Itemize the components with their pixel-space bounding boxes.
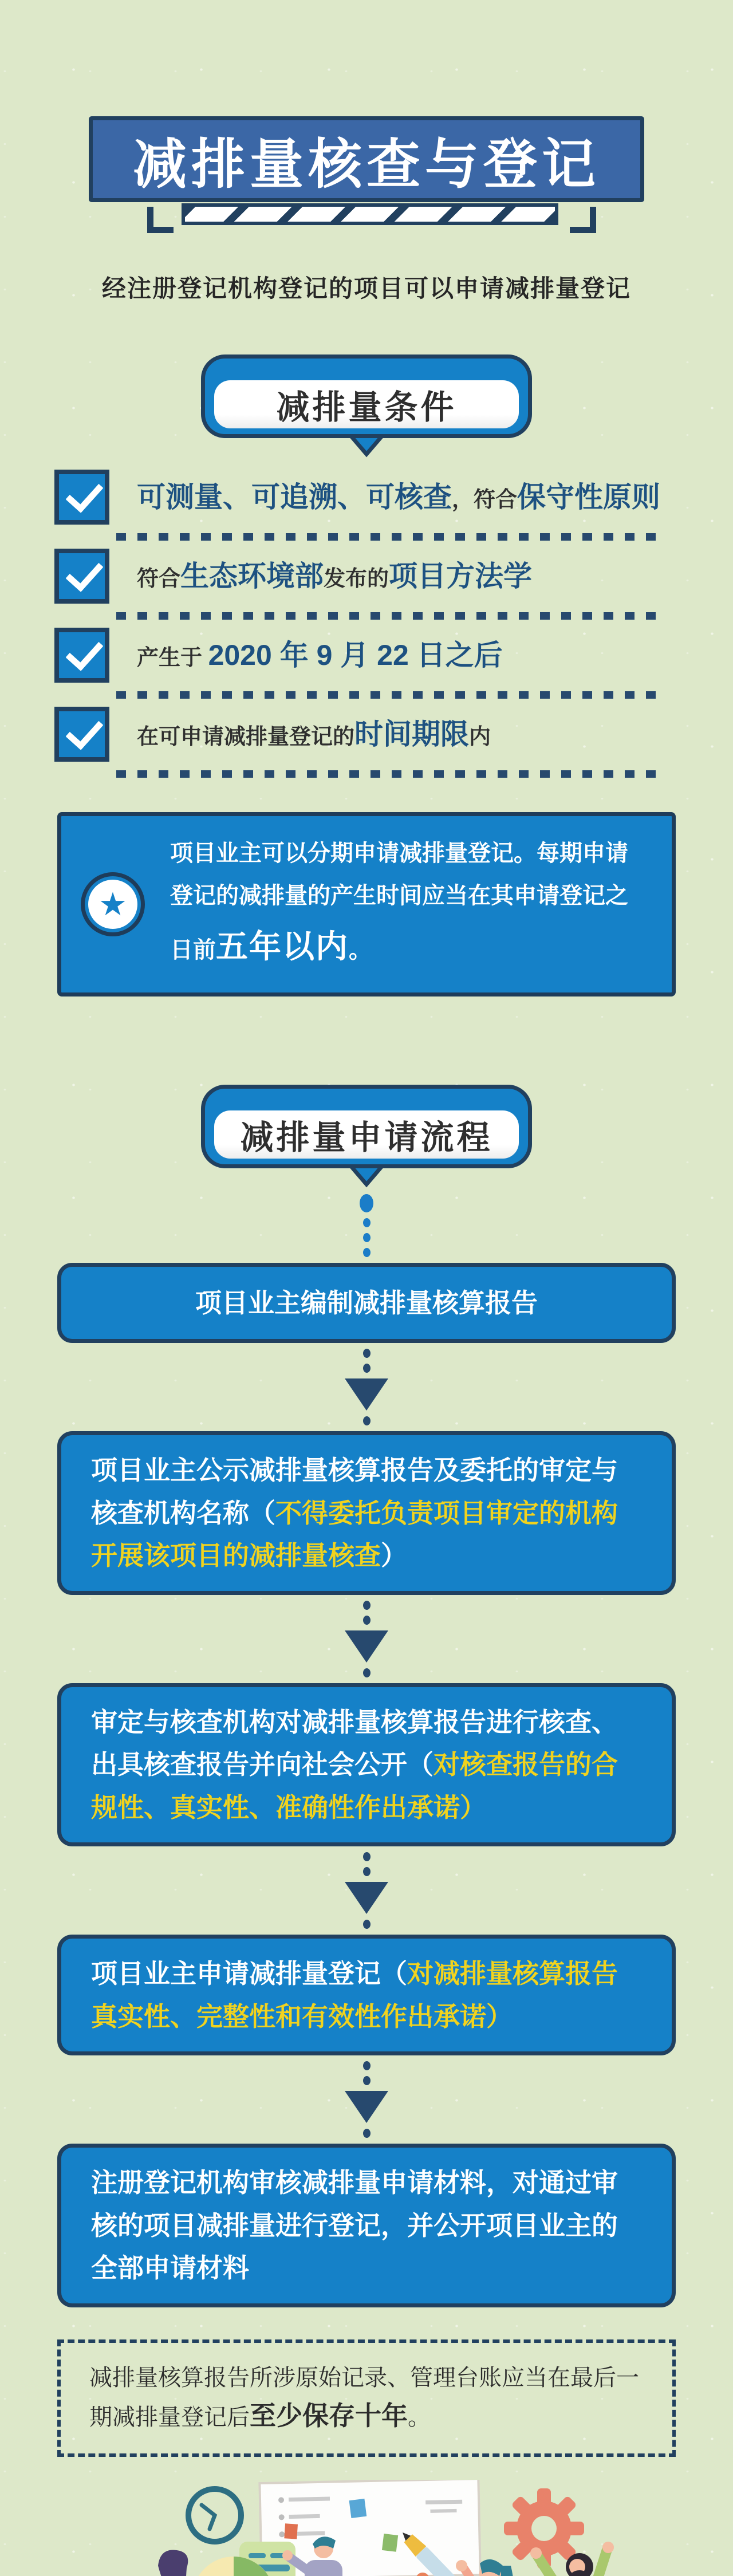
retention-note: 减排量核算报告所涉原始记录、管理台账应当在最后一期减排量登记后至少保存十年。 — [57, 2339, 676, 2457]
check-icon — [54, 470, 109, 525]
flow-connector — [0, 1188, 733, 1263]
dot — [363, 1248, 371, 1257]
flow-step-2: 项目业主公示减排量核算报告及委托的审定与核查机构名称（不得委托负责项目审定的机构开展该项目的减排量核查） — [57, 1431, 676, 1595]
arrow-down-icon — [345, 1882, 388, 1914]
dotted-divider — [116, 691, 664, 699]
badge-bubble — [201, 355, 532, 438]
checklist-item — [54, 470, 664, 541]
checklist-item-text: 可测量、可追溯、可核查，符合保守性原则 — [137, 480, 661, 513]
note-text: 项目业主可以分期申请减排量登记。每期申请登记的减排量的产生时间应当在其申请登记之日前五年以内。 — [170, 841, 628, 964]
badge-label: 减排量条件 — [214, 380, 519, 428]
arrow-down-icon — [345, 2091, 388, 2123]
page-subtitle: 经注册登记机构登记的项目可以申请减排量登记 — [101, 275, 631, 302]
page-title: 减排量核查与登记 — [132, 133, 600, 194]
star-icon: ★ — [81, 872, 145, 936]
flow-connector — [0, 1595, 733, 1683]
badge-bubble — [201, 1085, 532, 1168]
check-icon — [54, 707, 109, 762]
flow-connector — [0, 2055, 733, 2144]
flow-step-4: 项目业主申请减排量登记（对减排量核算报告真实性、完整性和有效性作出承诺） — [57, 1935, 676, 2055]
dotted-divider — [116, 770, 664, 778]
hatched-ribbon — [182, 203, 558, 225]
section-badge-process — [201, 1085, 532, 1188]
checklist-item-text: 符合生态环境部发布的项目方法学 — [137, 560, 533, 592]
arrow-down-icon — [345, 1630, 388, 1663]
phased-registration-note — [57, 812, 676, 996]
dot — [363, 1218, 371, 1227]
flow-connector — [0, 1343, 733, 1431]
checklist-item — [54, 628, 664, 699]
hand — [456, 2560, 467, 2571]
team-collaboration-illustration — [0, 2480, 733, 2576]
flow-step-5: 注册登记机构审核减排量申请材料，对通过审核的项目减排量进行登记，并公开项目业主的全部申请材料 — [57, 2144, 676, 2307]
badge-label: 减排量申请流程 — [214, 1110, 519, 1159]
checklist-item-text: 在可申请减排量登记的时间期限内 — [137, 718, 491, 750]
section-badge-conditions — [201, 355, 532, 458]
arrow-down-icon — [345, 1378, 388, 1411]
title-decoration — [89, 202, 644, 240]
dot — [363, 1233, 371, 1242]
title-banner — [89, 116, 644, 202]
dotted-divider — [116, 533, 664, 541]
check-icon — [54, 628, 109, 683]
flow-step-1: 项目业主编制减排量核算报告 — [57, 1263, 676, 1344]
dot — [360, 1194, 373, 1212]
flow-connector — [0, 1846, 733, 1935]
checklist-item — [54, 549, 664, 620]
dotted-divider — [116, 612, 664, 620]
checklist-item-text: 产生于 2020 年 9 月 22 日之后 — [137, 639, 503, 671]
check-icon — [54, 549, 109, 604]
flow-step-3: 审定与核查机构对减排量核算报告进行核查、出具核查报告并向社会公开（对核查报告的合规性、真实性、准确性作出承诺） — [57, 1683, 676, 1847]
checklist-item — [54, 707, 664, 778]
corner-bracket-left — [147, 207, 174, 233]
conditions-checklist — [54, 470, 664, 778]
corner-bracket-right — [570, 207, 596, 233]
clock-icon — [188, 2489, 241, 2542]
